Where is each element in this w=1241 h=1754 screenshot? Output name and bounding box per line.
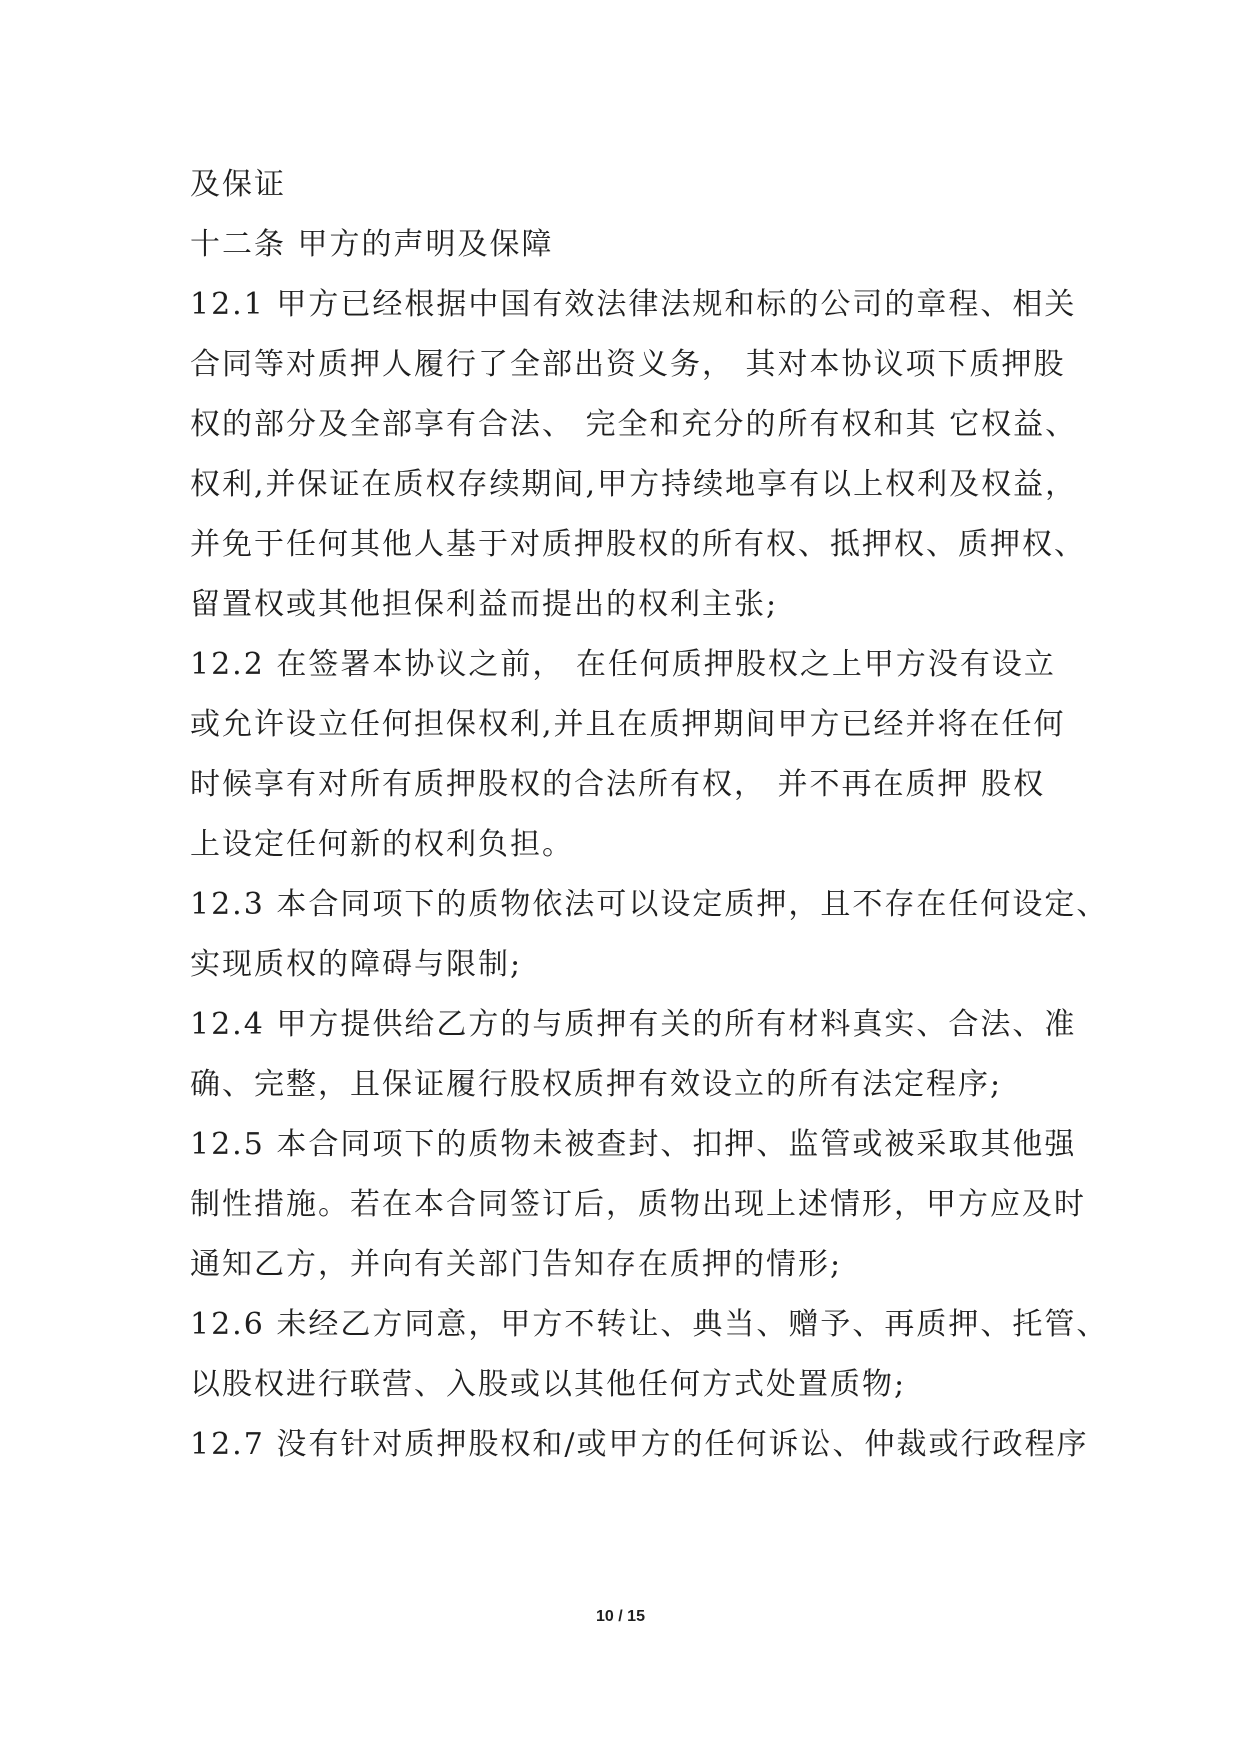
section-heading: 十二条 甲方的声明及保障 xyxy=(190,227,554,262)
text-line: 确、完整，且保证履行股权质押有效设立的所有法定程序; xyxy=(190,1067,1003,1102)
clause-12-4: 12.4 甲方提供给乙方的与质押有关的所有材料真实、合法、准 xyxy=(190,1007,1077,1042)
text-line: 以股权进行联营、入股或以其他任何方式处置质物; xyxy=(190,1367,907,1402)
text-line: 通知乙方，并向有关部门告知存在质押的情形; xyxy=(190,1247,843,1282)
clause-12-2: 12.2 在签署本协议之前， 在任何质押股权之上甲方没有设立 xyxy=(190,647,1056,682)
text-line: 上设定任何新的权利负担。 xyxy=(190,827,574,862)
clause-12-6: 12.6 未经乙方同意，甲方不转让、典当、赠予、再质押、托管、 xyxy=(190,1307,1109,1342)
text-line: 并免于任何其他人基于对质押股权的所有权、抵押权、质押权、 xyxy=(190,527,1086,562)
clause-12-7: 12.7 没有针对质押股权和/或甲方的任何诉讼、仲裁或行政程序 xyxy=(190,1427,1089,1462)
text-line: 或允许设立任何担保权利,并且在质押期间甲方已经并将在任何 xyxy=(190,707,1066,742)
document-body xyxy=(190,155,1109,1475)
text-line: 制性措施。若在本合同签订后，质物出现上述情形，甲方应及时 xyxy=(190,1187,1086,1222)
clause-12-3: 12.3 本合同项下的质物依法可以设定质押，且不存在任何设定、 xyxy=(190,887,1109,922)
clause-12-1: 12.1 甲方已经根据中国有效法律法规和标的公司的章程、相关 xyxy=(190,287,1077,322)
text-line: 及保证 xyxy=(190,167,286,202)
page-number: 10 / 15 xyxy=(596,1608,645,1625)
text-line: 实现质权的障碍与限制; xyxy=(190,947,523,982)
text-line: 权利,并保证在质权存续期间,甲方持续地享有以上权利及权益， xyxy=(190,467,1078,502)
text-line: 时候享有对所有质押股权的合法所有权， 并不再在质押 股权 xyxy=(190,767,1046,802)
text-line: 留置权或其他担保利益而提出的权利主张; xyxy=(190,587,779,622)
clause-12-5: 12.5 本合同项下的质物未被查封、扣押、监管或被采取其他强 xyxy=(190,1127,1077,1162)
text-line: 合同等对质押人履行了全部出资义务， 其对本协议项下质押股 xyxy=(190,347,1066,382)
text-line: 权的部分及全部享有合法、 完全和充分的所有权和其 它权益、 xyxy=(190,407,1078,442)
